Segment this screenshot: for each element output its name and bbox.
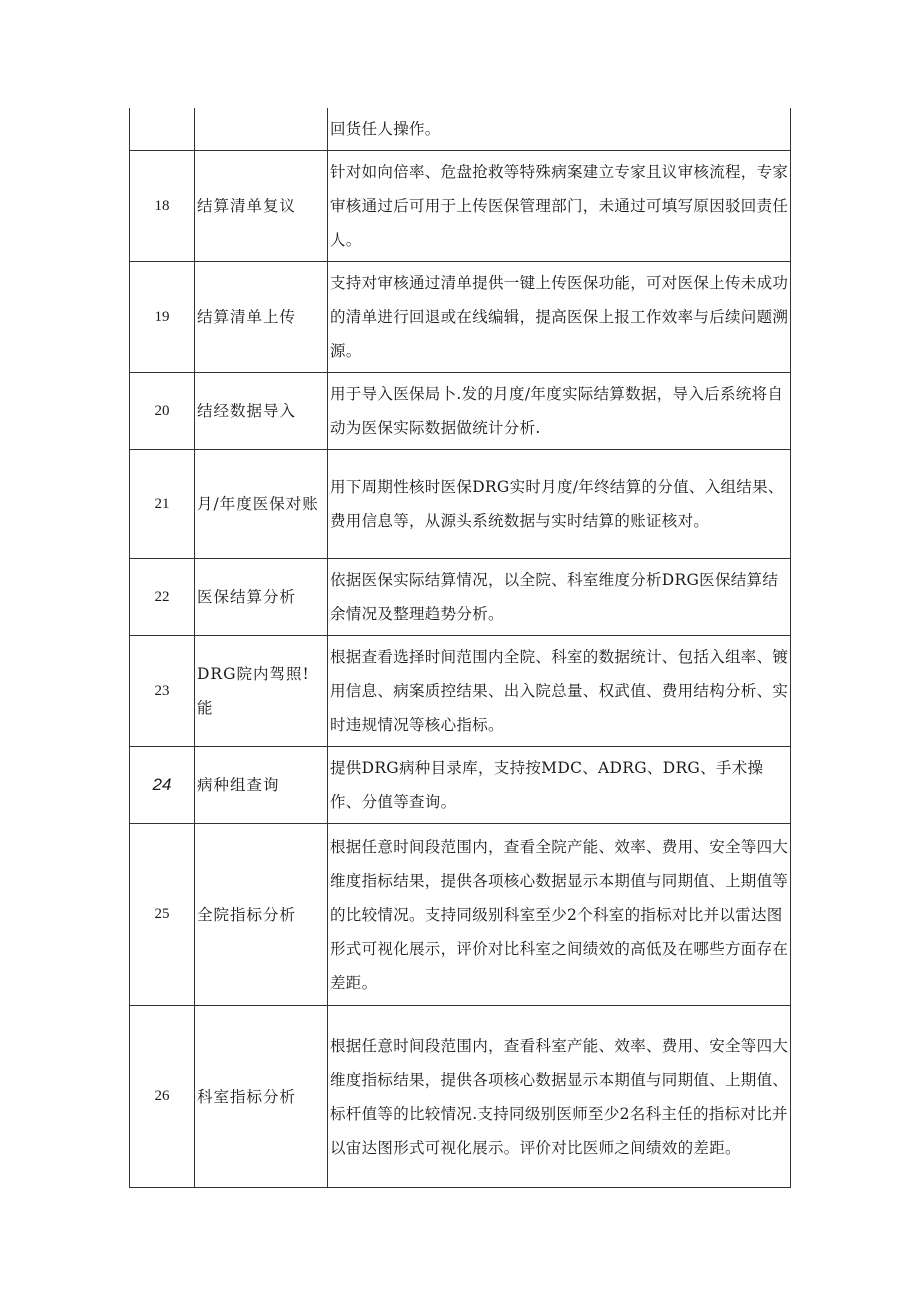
table-row: [130, 636, 791, 747]
feature-name: 结算清单上传: [195, 262, 328, 373]
row-number: 26: [130, 1006, 195, 1188]
feature-name: 结经数据导入: [195, 373, 328, 450]
table-row: [130, 450, 791, 559]
feature-name: DRG院内驾照!能: [195, 636, 328, 747]
table-row: [130, 824, 791, 1006]
row-number: 24: [130, 747, 195, 824]
feature-name: 医保结算分析: [195, 559, 328, 636]
feature-name: 月/年度医保对账: [195, 450, 328, 559]
feature-name: 结算清单复议: [195, 151, 328, 262]
table-row: [130, 747, 791, 824]
table-row: [130, 108, 791, 151]
table-row: [130, 559, 791, 636]
feature-table: [129, 108, 791, 1188]
table-row: [130, 373, 791, 450]
feature-name: 病种组查询: [195, 747, 328, 824]
row-number: 23: [130, 636, 195, 747]
feature-description: 支持对审核通过清单提供一键上传医保功能，可对医保上传未成功的清单进行回退或在线编辑，提高医保上报工作效率与后续问题溯源。: [328, 262, 791, 373]
table-row: [130, 1006, 791, 1188]
row-number: 19: [130, 262, 195, 373]
row-number: 20: [130, 373, 195, 450]
row-number: [130, 108, 195, 151]
feature-description: 用于导入医保局卜.发的月度/年度实际结算数据，导入后系统将自动为医保实际数据做统计分析.: [328, 373, 791, 450]
feature-description: 用下周期性核时医保DRG实时月度/年终结算的分值、入组结果、费用信息等，从源头系统数据与实时结算的账证核对。: [328, 450, 791, 559]
row-number: 25: [130, 824, 195, 1006]
feature-description: 根据任意时间段范围内，查看全院产能、效率、费用、安全等四大维度指标结果，提供各项核心数据显示本期值与同期值、上期值等的比较情况。支持同级别科室至少2个科室的指标对比并以雷达图形式可视化展示，评价对比科室之间绩效的高低及在哪些方面存在差距。: [328, 824, 791, 1006]
feature-name: [195, 108, 328, 151]
row-number: 21: [130, 450, 195, 559]
feature-name: 科室指标分析: [195, 1006, 328, 1188]
feature-description: 根据查看选择时间范围内全院、科室的数据统计、包括入组率、镀用信息、病案质控结果、出入院总量、权武值、费用结构分析、实时违规情况等核心指标。: [328, 636, 791, 747]
feature-name: 全院指标分析: [195, 824, 328, 1006]
feature-description: 提供DRG病种目录库，支持按MDC、ADRG、DRG、手术操作、分值等查询。: [328, 747, 791, 824]
feature-description: 针对如向倍率、危盘抢救等特殊病案建立专家且议审核流程，专家审核通过后可用于上传医保管理部门，未通过可填写原因驳回责任人。: [328, 151, 791, 262]
row-number: 18: [130, 151, 195, 262]
feature-description: 回货任人操作。: [328, 108, 791, 151]
feature-description: 根据任意时间段范围内，查看科室产能、效率、费用、安全等四大维度指标结果，提供各项核心数据显示本期值与同期值、上期值、标杆值等的比较情况.支持同级别医师至少2名科主任的指标对比并以宙达图形式可视化展示。评价对比医师之间绩效的差距。: [328, 1006, 791, 1188]
row-number: 22: [130, 559, 195, 636]
table-row: [130, 262, 791, 373]
feature-description: 依据医保实际结算情况，以全院、科室维度分析DRG医保结算结余情况及整理趋势分析。: [328, 559, 791, 636]
table-row: [130, 151, 791, 262]
